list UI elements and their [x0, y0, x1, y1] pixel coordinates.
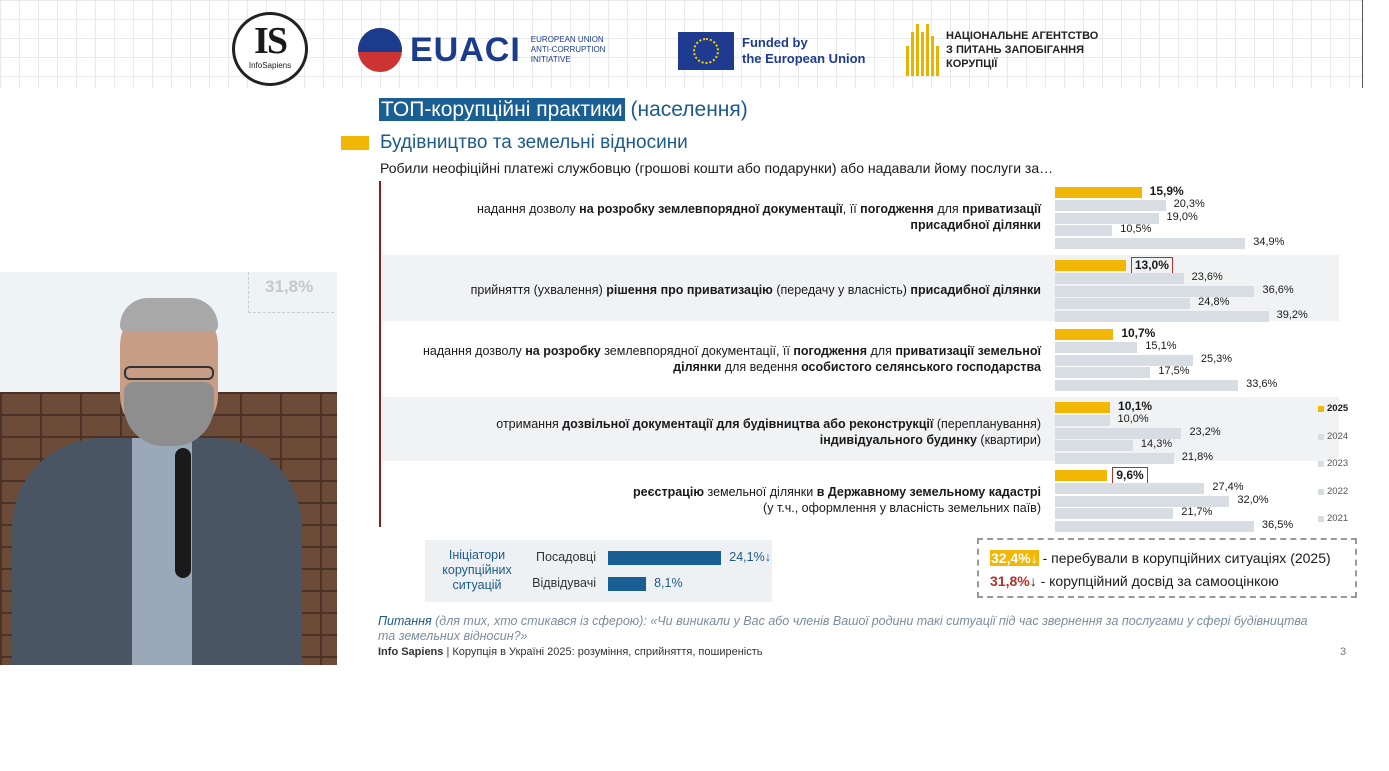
glasses-icon: [124, 366, 214, 380]
bar-2022: [1055, 225, 1112, 236]
section-title: [341, 132, 688, 154]
infosapiens-logo: [232, 12, 308, 86]
legend-item-2021: [1318, 513, 1348, 524]
bar-2025: [1055, 187, 1142, 198]
data-label: 13,0%: [1131, 257, 1173, 274]
speaker-person: [12, 298, 302, 665]
nazk-logo: [906, 24, 1098, 76]
bar-2023: [1055, 286, 1254, 297]
summary-line-1: [990, 550, 1331, 566]
data-label: 20,3%: [1173, 197, 1205, 210]
euaci-logo: [358, 28, 623, 72]
legend-swatch: [1318, 489, 1324, 495]
eu-funded-line: the European Union: [742, 51, 866, 66]
initiators-title: [434, 548, 520, 593]
data-label: 36,5%: [1261, 519, 1294, 532]
nazk-emblem-icon: [906, 24, 940, 76]
bar-2021: [1055, 521, 1254, 532]
initiators-title-line: Ініціатори: [448, 548, 506, 562]
euaci-sub-line: EUROPEAN UNION: [530, 35, 604, 44]
section-marker-icon: [341, 136, 369, 150]
bar-2023: [1055, 213, 1159, 224]
legend-label: 2021: [1327, 513, 1349, 524]
data-label: 32,0%: [1237, 493, 1269, 506]
title-rest: (населення): [624, 98, 748, 121]
bar-2024: [1055, 342, 1137, 353]
initiator-value: 24,1%↓: [729, 550, 771, 564]
microphone-icon: [175, 448, 191, 578]
eu-funded-logo: [678, 32, 866, 70]
bar-2023: [1055, 428, 1181, 439]
nazk-line: З ПИТАНЬ ЗАПОБІГАННЯ: [946, 44, 1085, 56]
data-label: 15,1%: [1145, 339, 1177, 352]
data-label: 24,8%: [1198, 296, 1230, 309]
category-label: реєстрацію земельної ділянки в Державному земельному кадастрі (у т.ч., оформлення у власність земельних паїв): [633, 485, 1041, 515]
data-label: 10,1%: [1118, 399, 1153, 413]
data-label: 33,6%: [1246, 378, 1278, 391]
chart-subtitle: Робили неофіційні платежі службовцю (грошові кошти або подарунки) або надавали йому послуги за…: [380, 160, 1054, 176]
initiators-title-line: корупційних: [442, 563, 512, 577]
category-label: отримання дозвільної документації для будівництва або реконструкції (перепланування) індивідуального будинку (квартири): [496, 417, 1041, 447]
data-label: 19,0%: [1166, 210, 1198, 223]
initiator-label: Посадовці: [536, 550, 596, 564]
eu-funded-text: [742, 35, 866, 67]
title-highlight: ТОП-корупційні практики: [381, 98, 623, 121]
question-body: (для тих, хто стикався із сферою): «Чи виникали у Вас або членів Вашої родини такі ситуації під час звернення за послугами у сфері будівництва та земельних відносин?»: [378, 614, 1308, 643]
initiator-value: 8,1%: [654, 576, 683, 590]
data-label: 23,2%: [1189, 425, 1221, 438]
nazk-text: [946, 29, 1098, 71]
bar-2025: [1055, 402, 1110, 413]
data-label: 21,8%: [1181, 451, 1213, 464]
footer: [378, 646, 763, 658]
initiator-label: Відвідувачі: [532, 576, 596, 590]
legend-label: 2025: [1327, 403, 1349, 414]
is-logo-subtext: InfoSapiens: [248, 61, 292, 70]
data-label: 17,5%: [1158, 365, 1190, 378]
chart-axis-line: [379, 181, 381, 527]
question-text: [378, 614, 1308, 644]
page-number: 3: [1340, 646, 1347, 658]
category-label: прийняття (ухвалення) рішення про приватизацію (передачу у власність) присадибної ділянки: [470, 283, 1041, 297]
bar-2023: [1055, 496, 1229, 507]
euaci-sub-line: ANTI-CORRUPTION: [530, 45, 606, 54]
initiator-bar: [608, 577, 646, 591]
nazk-line: НАЦІОНАЛЬНЕ АГЕНТСТВО: [946, 30, 1099, 42]
data-label: 25,3%: [1200, 352, 1233, 365]
question-label: Питання: [378, 614, 432, 628]
footer-text: | Корупція в Україні 2025: розуміння, сприйняття, поширеність: [443, 646, 763, 658]
data-label: 10,0%: [1117, 412, 1149, 425]
legend-swatch: [1318, 516, 1324, 522]
bar-2022: [1055, 367, 1150, 378]
legend-item-2022: [1318, 486, 1348, 497]
bar-2021: [1055, 311, 1269, 322]
bar-2024: [1055, 415, 1110, 426]
summary-box: [977, 538, 1357, 598]
data-label: 34,9%: [1253, 236, 1285, 249]
speaker-video: [0, 272, 337, 665]
slide-title: [379, 98, 748, 122]
bar-2025: [1055, 329, 1113, 340]
bar-2023: [1055, 355, 1193, 366]
legend-swatch: [1318, 461, 1324, 467]
summary-text-2: - корупційний досвід за самооцінкою: [1036, 573, 1279, 589]
legend-label: 2024: [1327, 431, 1349, 442]
euaci-name: EUACI: [410, 30, 521, 69]
summary-arrow-2: ↓: [1029, 573, 1037, 589]
bar-2022: [1055, 508, 1173, 519]
bar-2021: [1055, 453, 1174, 464]
euaci-sub-line: INITIATIVE: [530, 55, 571, 64]
summary-value-1: 32,4%↓: [991, 550, 1038, 566]
bar-2024: [1055, 273, 1184, 284]
data-label: 15,9%: [1149, 184, 1184, 198]
legend-label: 2022: [1327, 486, 1349, 497]
legend-item-2023: [1318, 458, 1348, 469]
section-label: Будівництво та земельні відносини: [380, 132, 688, 153]
legend-swatch: [1318, 406, 1324, 412]
screen-value: 31,8%: [265, 277, 314, 296]
bar-2021: [1055, 380, 1238, 391]
bar-2022: [1055, 440, 1133, 451]
data-label: 10,5%: [1120, 223, 1152, 236]
initiator-bar: [608, 551, 721, 565]
data-label: 23,6%: [1191, 270, 1223, 283]
header-logo-strip: [0, 0, 1363, 88]
eu-flag-icon: [678, 32, 734, 70]
legend-label: 2023: [1327, 458, 1349, 469]
bar-2025: [1055, 470, 1107, 481]
legend-swatch: [1318, 434, 1324, 440]
category-label: надання дозволу на розробку землевпорядної документації, її погодження для приватизації присадибної ділянки: [476, 202, 1041, 232]
summary-line-2: [990, 573, 1279, 589]
legend-item-2025: [1318, 403, 1348, 414]
bar-2024: [1055, 483, 1204, 494]
footer-brand: Info Sapiens: [378, 646, 444, 658]
initiators-title-line: ситуацій: [452, 578, 502, 592]
is-logo-text: IS: [254, 20, 286, 62]
category-label: надання дозволу на розробку землевпорядної документації, її погодження для приватизації земельної ділянки для ведення особистого селянського господарства: [423, 344, 1041, 374]
summary-text-1: - перебували в корупційних ситуаціях (2025): [1038, 550, 1331, 566]
data-label: 14,3%: [1140, 438, 1173, 451]
data-label: 36,6%: [1262, 283, 1294, 296]
bar-2022: [1055, 298, 1190, 309]
bar-2021: [1055, 238, 1245, 249]
data-label: 10,7%: [1121, 326, 1156, 340]
euaci-emblem-icon: [358, 28, 402, 72]
bar-2025: [1055, 260, 1126, 271]
eu-funded-line: Funded by: [742, 35, 808, 50]
euaci-subtitle: [531, 35, 623, 65]
data-label: 9,6%: [1112, 467, 1147, 484]
nazk-line: КОРУПЦІЇ: [946, 58, 998, 70]
data-label: 39,2%: [1276, 309, 1308, 322]
data-label: 21,7%: [1181, 506, 1213, 519]
summary-value-2: 31,8%: [990, 573, 1030, 589]
bar-2024: [1055, 200, 1166, 211]
data-label: 27,4%: [1212, 480, 1244, 493]
legend-item-2024: [1318, 431, 1348, 442]
